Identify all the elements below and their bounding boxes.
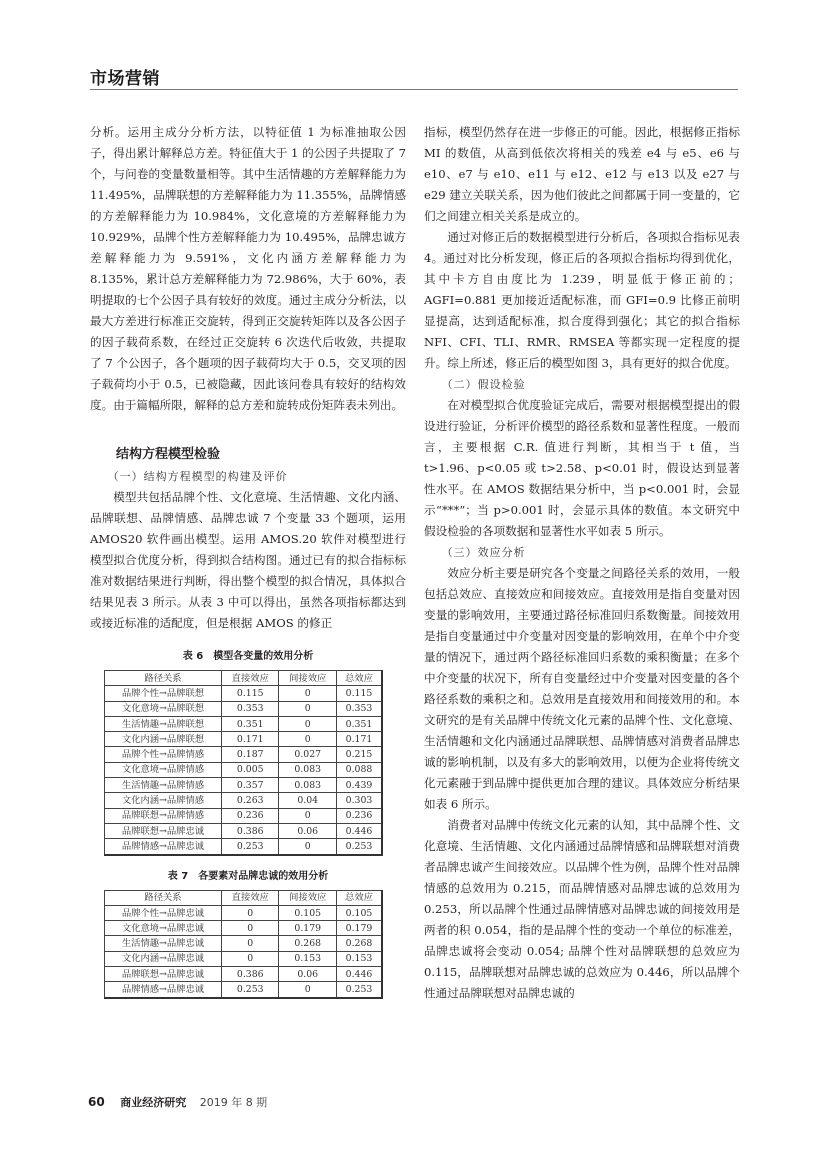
table7-cell-direct-effect: 0 [222, 921, 279, 936]
table6-row [105, 686, 383, 701]
table6-row [105, 762, 383, 777]
table6-cell-path: 品牌联想→品牌情感 [105, 808, 222, 823]
table6-row [105, 778, 383, 793]
table6-cell-indirect-effect: 0.027 [279, 747, 336, 762]
table6-cell-indirect-effect: 0.083 [279, 762, 336, 777]
table6-row [105, 716, 383, 731]
page-number: 60 [88, 1095, 105, 1109]
table6-row [105, 701, 383, 716]
table6-caption: 表 6 模型各变量的效用分析 [182, 651, 314, 662]
table7-cell-path: 文化意境→品牌忠诚 [105, 921, 222, 936]
table6-cell-path: 品牌联想→品牌忠诚 [105, 823, 222, 838]
paragraph-factor-analysis: 分析。运用主成分分析方法，以特征值 1 为标准抽取公因子，得出累计解释总方差。特征值大于 1 的公因子共提取了 7 个，与问卷的变量数量相等。其中生活情趣的方差解释能力为 11.495%，品牌联想的方差解释能力为 11.355%，品牌情感的方差解释能力为 10.984%，文化意境的方差解释能力为 10.929%，品牌个性方差解释能力为 10.495%，品牌忠诚方差解释能力为 9.591%，文化内涵方差解释能力为 8.135%，累计总方差解释能力为 72.986%，大于 60%，表明提取的七个公因子具有较好的效度。通过主成分分析法，以最大方差进行标准正交旋转，得到正交旋转矩阵以及各公因子的因子载荷系数，在经过正交旋转 6 次迭代后收敛，共提取了 7 个公因子，各个题项的因子载荷均大于 0.5，交叉项的因子载荷均小于 0.5，已被隐藏，因此该问卷具有较好的结构效度。由于篇幅所限，解释的总方差和旋转成份矩阵表未列出。 [90, 125, 406, 412]
table7-cell-total-effect: 0.446 [336, 967, 382, 982]
table6-cell-path: 文化内涵→品牌联想 [105, 732, 222, 747]
table6-cell-direct-effect: 0.005 [222, 762, 279, 777]
table6-cell-direct-effect: 0.115 [222, 686, 279, 701]
table6-cell-direct-effect: 0.357 [222, 778, 279, 793]
table7-header-row [105, 890, 383, 905]
table7-cell-total-effect: 0.105 [336, 905, 382, 920]
table6-header-row [105, 671, 383, 686]
journal-issue: 2019 年 8 期 [199, 1096, 268, 1109]
table6-row [105, 823, 383, 838]
table6-cell-path: 品牌情感→品牌忠诚 [105, 839, 222, 855]
table7-cell-indirect-effect: 0.179 [279, 921, 336, 936]
table7-header-total: 总效应 [336, 890, 382, 905]
subsection-heading-3: （三）效应分析 [441, 546, 526, 559]
table6-cell-path: 生活情趣→品牌情感 [105, 778, 222, 793]
table6-cell-indirect-effect: 0 [279, 716, 336, 731]
table6-cell-path: 文化内涵→品牌情感 [105, 793, 222, 808]
table7-cell-direct-effect: 0.386 [222, 967, 279, 982]
table6-cell-total-effect: 0.353 [336, 701, 382, 716]
table6-cell-path: 品牌个性→品牌联想 [105, 686, 222, 701]
table6-cell-indirect-effect: 0 [279, 808, 336, 823]
table6-cell-indirect-effect: 0.083 [279, 778, 336, 793]
table7-cell-direct-effect: 0 [222, 936, 279, 951]
table6-row [105, 808, 383, 823]
table7-row [105, 982, 383, 998]
table6-cell-direct-effect: 0.253 [222, 839, 279, 855]
table6-cell-direct-effect: 0.171 [222, 732, 279, 747]
table6-cell-direct-effect: 0.386 [222, 823, 279, 838]
subsection-heading-1: （一）结构方程模型的构建及评价 [107, 470, 288, 483]
table7-cell-total-effect: 0.268 [336, 936, 382, 951]
table6-header-path: 路径关系 [105, 671, 222, 686]
table6-header-total: 总效应 [336, 671, 382, 686]
paragraph-mi-correction: 指标，模型仍然存在进一步修正的可能。因此，根据修正指标 MI 的数值，从高到低依次将相关的残差 e4 与 e5、e6 与 e10、e7 与 e10、e11 与 e12、e12 与 e13 以及 e27 与 e29 建立关联关系，因为他们彼此之间都属于同一变量的，它们之间建立相关关系是成立的。 [424, 125, 740, 223]
table6-cell-total-effect: 0.253 [336, 839, 382, 855]
subsection-heading-2: （二）假设检验 [441, 378, 526, 391]
table6-cell-direct-effect: 0.351 [222, 716, 279, 731]
table6-cell-indirect-effect: 0.04 [279, 793, 336, 808]
paragraph-effect-analysis: 效应分析主要是研究各个变量之间路径关系的效用，一般包括总效应、直接效应和间接效应。直接效用是指自变量对因变量的影响效用，主要通过路径标准回归系数衡量。间接效用是指自变量通过中介变量对因变量的影响效用，在单个中介变量的情况下，通过两个路径标准回归系数的乘积衡量；在多个中介变量的状况下，所有自变量经过中介变量对因变量的各个路径系数的乘积之和。总效用是直接效用和间接效用的和。本文研究的是有关品牌中传统文化元素的品牌个性、文化意境、生活情趣和文化内涵通过品牌联想、品牌情感对消费者品牌忠诚的影响机制，以及有多大的影响效用，以便为企业将传统文化元素融于到品牌中提供更加合理的建议。具体效应分析结果如表 6 所示。 [424, 566, 740, 811]
table6-header-indirect: 间接效应 [279, 671, 336, 686]
right-column [424, 122, 740, 1004]
table6-cell-total-effect: 0.236 [336, 808, 382, 823]
table6-cell-path: 文化意境→品牌情感 [105, 762, 222, 777]
table6-row [105, 732, 383, 747]
table6-cell-total-effect: 0.115 [336, 686, 382, 701]
paragraph-consumer-cognition: 消费者对品牌中传统文化元素的认知，其中品牌个性、文化意境、生活情趣、文化内涵通过品牌情感和品牌联想对消费者品牌忠诚产生间接效应。以品牌个性为例，品牌个性对品牌情感的总效用为 0.215，而品牌情感对品牌忠诚的总效用为 0.253，所以品牌个性通过品牌情感对品牌忠诚的间接效用是两者的积 0.054，指的是品牌个性的变动一个单位的标准差，品牌忠诚将会变动 0.054; 品牌个性对品牌联想的总效应为 0.115，品牌联想对品牌忠诚的总效应为 0.446，所以品牌个性通过品牌联想对品牌忠诚的 [424, 818, 740, 1000]
table7-cell-direct-effect: 0 [222, 905, 279, 920]
header-divider [90, 89, 738, 90]
table6-cell-indirect-effect: 0 [279, 701, 336, 716]
table7-cell-indirect-effect: 0 [279, 982, 336, 998]
table7-row [105, 905, 383, 920]
left-column [90, 122, 406, 999]
table7 [104, 890, 383, 999]
table7-cell-total-effect: 0.253 [336, 982, 382, 998]
table6-row [105, 839, 383, 855]
table7-cell-indirect-effect: 0.105 [279, 905, 336, 920]
table7-row [105, 951, 383, 966]
table6 [104, 670, 383, 856]
table6-cell-total-effect: 0.215 [336, 747, 382, 762]
table6-cell-indirect-effect: 0 [279, 732, 336, 747]
table7-cell-direct-effect: 0 [222, 951, 279, 966]
table7-row [105, 936, 383, 951]
table6-cell-total-effect: 0.088 [336, 762, 382, 777]
table6-cell-total-effect: 0.351 [336, 716, 382, 731]
table6-cell-indirect-effect: 0 [279, 686, 336, 701]
journal-name: 商业经济研究 [120, 1096, 187, 1109]
table7-cell-indirect-effect: 0.268 [279, 936, 336, 951]
table6-cell-direct-effect: 0.263 [222, 793, 279, 808]
table6-cell-direct-effect: 0.236 [222, 808, 279, 823]
table6-row [105, 747, 383, 762]
table6-cell-indirect-effect: 0.06 [279, 823, 336, 838]
table6-cell-total-effect: 0.446 [336, 823, 382, 838]
table6-cell-path: 品牌个性→品牌情感 [105, 747, 222, 762]
table6-cell-direct-effect: 0.353 [222, 701, 279, 716]
table7-cell-total-effect: 0.153 [336, 951, 382, 966]
table7-header-path: 路径关系 [105, 890, 222, 905]
table6-cell-total-effect: 0.303 [336, 793, 382, 808]
table7-cell-path: 品牌情感→品牌忠诚 [105, 982, 222, 998]
table6-cell-indirect-effect: 0 [279, 839, 336, 855]
table7-cell-total-effect: 0.179 [336, 921, 382, 936]
table7-cell-indirect-effect: 0.153 [279, 951, 336, 966]
table6-row [105, 793, 383, 808]
table7-cell-indirect-effect: 0.06 [279, 967, 336, 982]
paragraph-fit-indices: 通过对修正后的数据模型进行分析后，各项拟合指标见表 4。通过对比分析发现，修正后的各项拟合指标均得到优化，其中卡方自由度比为 1.239，明显低于修正前的；AGFI=0.881 更加接近适配标准，而 GFI=0.9 比修正前明显提高，达到适配标准，拟合度得到强化；其它的拟合指标 NFI、CFI、TLI、RMR、RMSEA 等都实现一定程度的提升。综上所述，修正后的模型如图 3，具有更好的拟合优度。 [424, 230, 740, 370]
table6-cell-path: 生活情趣→品牌联想 [105, 716, 222, 731]
table7-row [105, 921, 383, 936]
section-heading: 结构方程模型检验 [116, 447, 221, 462]
paragraph-model-building: 模型共包括品牌个性、文化意境、生活情趣、文化内涵、品牌联想、品牌情感、品牌忠诚 7 个变量 33 个题项，运用 AMOS20 软件画出模型。运用 AMOS.20 软件对模型进行模型拟合优度分析，得到拟合结构图。通过已有的拟合指标标准对数据结果进行判断，得出整个模型的拟合情况，具体拟合结果见表 3 所示。从表 3 中可以得出，虽然各项指标都达到或接近标准的适配度，但是根据 AMOS 的修正 [90, 490, 406, 630]
table6-cell-total-effect: 0.439 [336, 778, 382, 793]
table6-cell-path: 文化意境→品牌联想 [105, 701, 222, 716]
table6-cell-direct-effect: 0.187 [222, 747, 279, 762]
page-footer [88, 1094, 267, 1110]
table7-cell-path: 文化内涵→品牌忠诚 [105, 951, 222, 966]
table7-header-direct: 直接效应 [222, 890, 279, 905]
table7-cell-direct-effect: 0.253 [222, 982, 279, 998]
table6-cell-total-effect: 0.171 [336, 732, 382, 747]
table7-cell-path: 生活情趣→品牌忠诚 [105, 936, 222, 951]
paragraph-hypothesis-test: 在对模型拟合优度验证完成后，需要对根据模型提出的假设进行验证，分析评价模型的路径系数和显著性程度。一般而言，主要根据 C.R. 值进行判断，其相当于 t 值，当 t>1.96、p<0.05 或 t>2.58、p<0.01 时，假设达到显著性水平。在 AMOS 数据结果分析中，当 p<0.001 时，会显示“***”；当 p>0.001 时，会显示具体的数值。本文研究中假设检验的各项数据和显著性水平如表 5 所示。 [424, 398, 740, 538]
table7-header-indirect: 间接效应 [279, 890, 336, 905]
table6-header-direct: 直接效应 [222, 671, 279, 686]
table7-caption: 表 7 各要素对品牌忠诚的效用分析 [167, 870, 329, 882]
table7-cell-path: 品牌个性→品牌忠诚 [105, 905, 222, 920]
table7-row [105, 967, 383, 982]
table7-cell-path: 品牌联想→品牌忠诚 [105, 967, 222, 982]
section-title: 市场营销 [90, 69, 160, 89]
